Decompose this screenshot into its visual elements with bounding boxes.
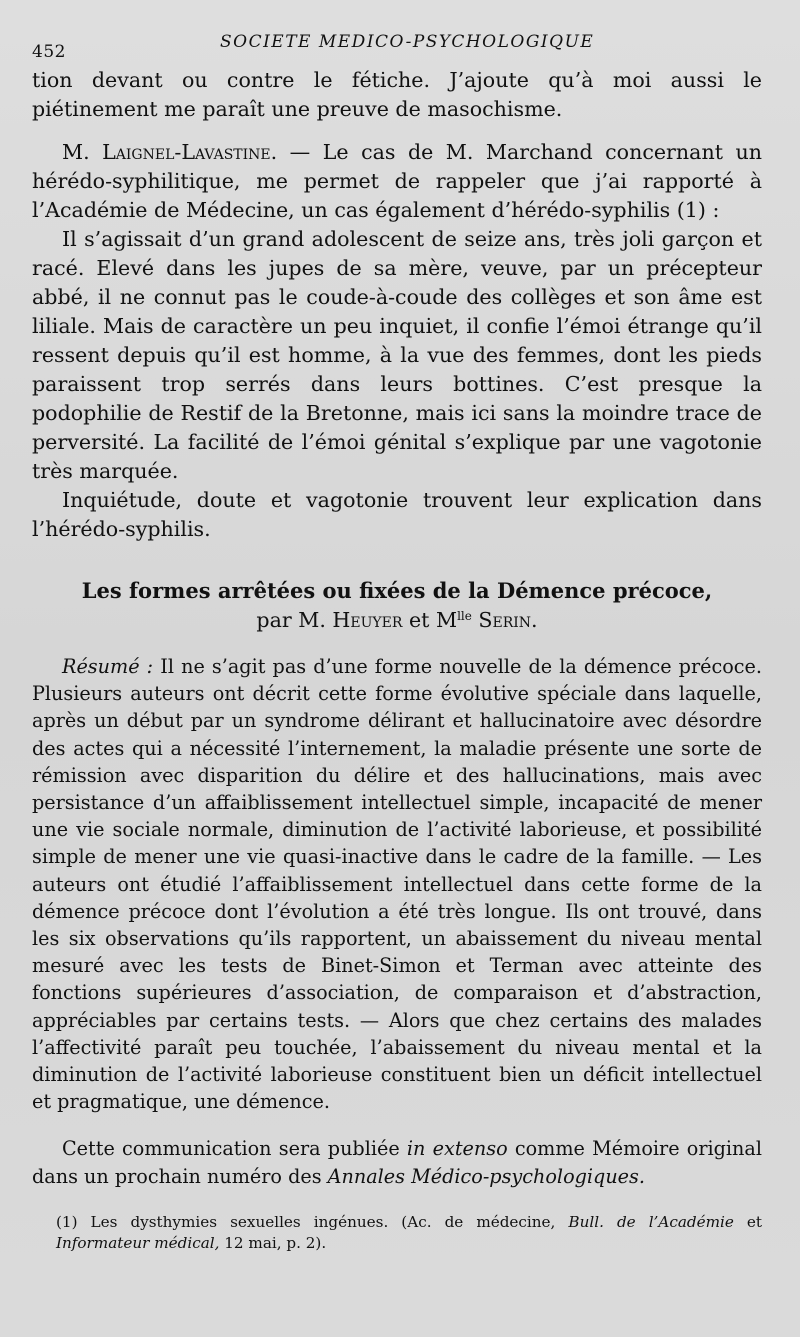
body-text <box>32 66 762 544</box>
summary-text: Il ne s’agit pas d’une forme nouvelle de la démence précoce. Plusieurs auteurs ont décrit cette forme évolutive spéciale dans laquelle, après un début par un syndrome délirant et hallucinatoire avec désordre des actes qui a nécessité l’internement, la maladie présente une sorte de rémission avec disparition du délire et des hallucinations, mais avec persistance d’un affaiblissement intellectuel simple, incapacité de mener une vie sociale normale, diminution de l’activité laborieuse, et possibilité simple de mener une vie quasi-inactive dans le cadre de la famille. — Les auteurs ont étudié l’affaiblissement intellectuel dans cette forme de la démence précoce dont l’évolution a été très longue. Ils ont trouvé, dans les six observations qu’ils rapportent, un abaissement du niveau mental mesuré avec les tests de Binet-Simon et Terman avec atteinte des fonctions supérieures d’association, de comparaison et d’abstraction, appréciables par certains tests. — Alors que chez certains des malades l’affectivité paraît peu touchée, l’abaissement du niveau mental et la diminution de l’activité laborieuse constituent bien un déficit intellectuel et pragmatique, une démence. <box>32 655 762 1114</box>
journal-title: SOCIETE MEDICO-PSYCHOLOGIQUE <box>220 32 595 52</box>
article-authors: par M. Heuyer et $M^{lle}$ Serin. <box>256 608 538 632</box>
page-number: 452 <box>32 42 66 62</box>
closing-paragraph: Cette communication sera publiée in extenso comme Mémoire original dans un prochain numéro des Annales Médico-psychologiques. <box>32 1137 762 1188</box>
footnote: (1) Les dysthymies sexuelles ingénues. (Ac. de médecine, Bull. de l’Académie et Informateur médical, 12 mai, p. 2). <box>56 1212 763 1252</box>
author-heuyer: Heuyer <box>332 608 403 632</box>
running-head <box>32 26 762 66</box>
paragraph-case: Il s’agissait d’un grand adolescent de seize ans, très joli garçon et racé. Elevé dans les jupes de sa mère, veuve, par un précepteur abbé, il ne connut pas le coude-à-coude des collèges et son âme est liliale. Mais de caractère un peu inquiet, il confie l’émoi étrange qu’il ressent depuis qu’il est homme, à la vue des femmes, dont les pieds paraissent trop serrés dans leurs bottines. C’est presque la podophilie de Restif de la Bretonne, mais ici sans la moindre trace de perversité. La facilité de l’émoi génital s’explique par une vagotonie très marquée. <box>32 227 762 483</box>
summary-label: Résumé : <box>62 655 154 678</box>
paragraph-conclusion: Inquiétude, doute et vagotonie trouvent leur explication dans l’hérédo-syphilis. <box>32 488 762 541</box>
paragraph-continuation: tion devant ou contre le fétiche. J’ajoute qu’à moi aussi le piétinement me paraît une preuve de masochisme. <box>32 68 762 121</box>
speaker-name: M. Laignel-Lavastine. <box>62 140 278 164</box>
speaker-text: — Le cas de M. Marchand concernant un hérédo-syphilitique, me permet de rappeler que j’ai rapporté à l’Académie de Médecine, un cas également d’hérédo-syphilis (1) : <box>32 140 762 222</box>
summary-paragraph <box>32 653 762 1115</box>
article-title: Les formes arrêtées ou fixées de la Démence précoce, <box>81 578 713 603</box>
paragraph-laignel-lavastine <box>32 138 762 225</box>
author-serin: Serin. <box>471 608 538 632</box>
